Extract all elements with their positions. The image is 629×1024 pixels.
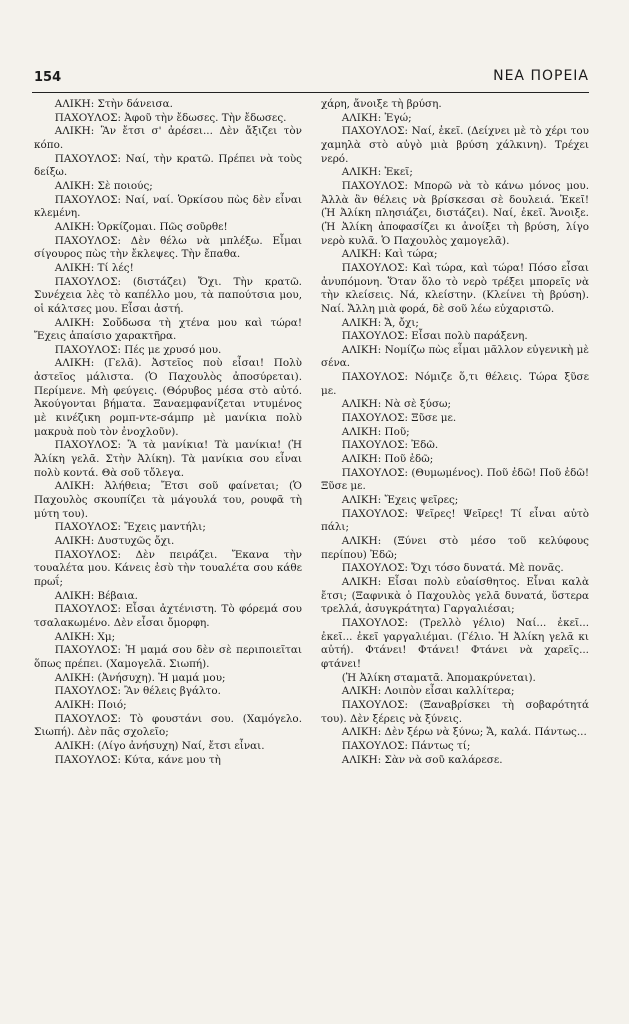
dialogue-paragraph: ΑΛΙΚΗ: Ποῦ; <box>341 425 410 438</box>
dialogue-paragraph: ΠΑΧΟΥΛΟΣ: (Τρελλὸ γέλιο) Ναί... ἐκεῖ... ἐκεῖ... ἐκεῖ γαργαλιέμαι. (Γέλιο. Ἡ Ἀλίκη γελᾶ κι αὐτή). Φτάνει! Φτάνει! Φτάνει νὰ χαρεῖς... φτάνει! <box>321 616 589 670</box>
dialogue-paragraph: ΠΑΧΟΥΛΟΣ: Ἐδῶ. <box>341 439 439 452</box>
dialogue-paragraph: ΑΛΙΚΗ: Ἀλήθεια; Ἔτσι σοῦ φαίνεται; (Ὁ Παχουλὸς σκουπίζει τὰ μάγουλά του, ρουφᾶ τὴ μύτη του). <box>34 480 302 520</box>
running-head: ΝΕΑ ΠΟΡΕΙΑ <box>493 68 589 84</box>
dialogue-paragraph: (Ἡ Ἀλίκη σταματᾶ. Ἀπομακρύνεται). <box>341 671 536 684</box>
dialogue-paragraph: ΑΛΙΚΗ: Σὰν νὰ σοῦ καλάρεσε. <box>341 753 503 766</box>
dialogue-paragraph: ΠΑΧΟΥΛΟΣ: (Θυμωμένος). Ποῦ ἐδῶ! Ποῦ ἐδῶ! Ξῦσε με. <box>321 466 589 493</box>
dialogue-paragraph: ΠΑΧΟΥΛΟΣ: Ναί, ναί. Ὁρκίσου πὼς δὲν εἶναι κλεμένη. <box>34 193 302 220</box>
dialogue-paragraph: ΠΑΧΟΥΛΟΣ: Ναί, τὴν κρατῶ. Πρέπει νὰ τοὺς δείξω. <box>34 152 302 179</box>
dialogue-paragraph: ΑΛΙΚΗ: Σὲ ποιούς; <box>54 179 153 192</box>
dialogue-paragraph: ΠΑΧΟΥΛΟΣ: Μπορῶ νὰ τὸ κάνω μόνος μου. Ἀλλὰ ἂν θέλεις νὰ βρίσκεσαι σὲ δουλειά. Ἐκεῖ! (Ἡ Ἀλίκη πλησιάζει, διστάζει). Ναί, ἐκεῖ. Ἄνοιξε. (Ἡ Ἀλίκη ἀποφασίζει κι ἀνοίξει τὴ βρύση, λίγο νερὸ κυλᾶ. Ὁ Παχουλὸς χαμογελᾶ). <box>321 179 589 247</box>
text-columns <box>34 98 589 998</box>
dialogue-paragraph: ΠΑΧΟΥΛΟΣ: (Ξαναβρίσκει τὴ σοβαρότητά του). Δὲν ξέρεις νὰ ξύνεις. <box>321 698 589 725</box>
dialogue-paragraph: ΑΛΙΚΗ: Ἂν ἔτσι σ' ἀρέσει... Δὲν ἄξιζει τὸν κόπο. <box>34 125 302 151</box>
dialogue-paragraph: ΑΛΙΚΗ: Ἄ, ὄχι; <box>341 316 419 329</box>
dialogue-paragraph: ΑΛΙΚΗ: Στὴν δάνεισα. <box>54 98 173 110</box>
dialogue-paragraph: ΑΛΙΚΗ: Εἶσαι πολὺ εὐαίσθητος. Εἶναι καλὰ ἔτσι; (Ξαφνικὰ ὁ Παχουλὸς γελᾶ δυνατά, ὕστερα τρελλά, ἀσυγκράτητα) Γαργαλιέσαι; <box>321 575 589 616</box>
dialogue-paragraph: ΠΑΧΟΥΛΟΣ: Ὄχι τόσο δυνατά. Μὲ πονᾶς. <box>341 562 564 575</box>
dialogue-paragraph: ΑΛΙΚΗ: Καὶ τώρα; <box>341 248 438 261</box>
dialogue-paragraph: ΑΛΙΚΗ: (Λίγο ἀνήσυχη) Ναί, ἔτσι εἶναι. <box>54 739 265 752</box>
dialogue-paragraph: ΑΛΙΚΗ: (Ἀνήσυχη). Ἡ μαμά μου; <box>54 671 226 684</box>
dialogue-paragraph: ΑΛΙΚΗ: Τί λές! <box>54 261 134 274</box>
dialogue-paragraph: ΑΛΙΚΗ: Βέβαια. <box>54 589 138 602</box>
dialogue-paragraph: ΠΑΧΟΥΛΟΣ: Καὶ τώρα, καὶ τώρα! Πόσο εἶσαι ἀνυπόμονη. Ὅταν ὅλο τὸ νερὸ τρέξει μπορεῖς νὰ τὴν κλείσεις. Νά, κλείστην. (Κλείνει τὴ βρύση). Ναί. Ἄλλη μιὰ φορά, δὲ σοῦ λέω εὐχαριστῶ. <box>321 261 589 315</box>
dialogue-paragraph: ΑΛΙΚΗ: Ὁρκίζομαι. Πῶς σοῦρθε! <box>54 220 228 233</box>
dialogue-paragraph: ΠΑΧΟΥΛΟΣ: Πές με χρυσό μου. <box>54 343 222 356</box>
dialogue-paragraph: ΑΛΙΚΗ: Δυστυχῶς ὄχι. <box>54 535 175 547</box>
dialogue-paragraph: ΠΑΧΟΥΛΟΣ: Ἂν θέλεις βγάλτο. <box>54 685 221 698</box>
dialogue-paragraph: ΠΑΧΟΥΛΟΣ: Κύτα, κάνε μου τὴ <box>54 753 221 766</box>
dialogue-paragraph: ΑΛΙΚΗ: (Ξύνει στὸ μέσο τοῦ κελύφους περίπου) Ἐδῶ; <box>321 535 589 561</box>
dialogue-paragraph: ΠΑΧΟΥΛΟΣ: Δὲν πειράζει. Ἔκανα τὴν τουαλέτα μου. Κάνεις ἐσὺ τὴν τουαλέτα σου κάθε πρωΐ; <box>34 548 302 588</box>
header-rule <box>32 92 589 93</box>
dialogue-paragraph: ΠΑΧΟΥΛΟΣ: Εἶσαι πολὺ παράξενη. <box>341 330 528 343</box>
page-number: 154 <box>34 70 62 85</box>
dialogue-paragraph: ΑΛΙΚΗ: Νομίζω πὼς εἶμαι μᾶλλον εὐγενικὴ μὲ σένα. <box>321 343 589 370</box>
dialogue-paragraph: ΑΛΙΚΗ: Ἔχεις ψεῖρες; <box>341 494 459 507</box>
dialogue-paragraph: ΠΑΧΟΥΛΟΣ: Τὸ φουστάνι σου. (Χαμόγελο. Σιωπή). Δὲν πᾶς σχολεῖο; <box>34 712 302 739</box>
dialogue-paragraph: ΠΑΧΟΥΛΟΣ: Νόμιζε ὅ,τι θέλεις. Τώρα ξῦσε με. <box>321 371 589 397</box>
dialogue-paragraph: ΠΑΧΟΥΛΟΣ: Ξῦσε με. <box>341 412 457 425</box>
dialogue-paragraph: ΠΑΧΟΥΛΟΣ: Ἂ τὰ μανίκια! Τὰ μανίκια! (Ἡ Ἀλίκη γελᾶ. Στὴν Ἀλίκη). Τὰ μανίκια σου εἶναι πολὺ κοντά. Θὰ σοῦ τὄλεγα. <box>34 439 302 479</box>
dialogue-paragraph: ΑΛΙΚΗ: Ἐγώ; <box>341 111 412 124</box>
dialogue-paragraph: ΑΛΙΚΗ: Ποῦ ἐδῶ; <box>341 453 434 466</box>
dialogue-paragraph: ΠΑΧΟΥΛΟΣ: Ἡ μαμά σου δὲν σὲ περιποιεῖται ὅπως πρέπει. (Χαμογελᾶ. Σιωπή). <box>34 644 302 670</box>
dialogue-paragraph: ΑΛΙΚΗ: Σοὔδωσα τὴ χτένα μου καὶ τώρα! Ἔχεις ἀπαίσιο χαρακτῆρα. <box>34 316 302 343</box>
dialogue-paragraph: ΑΛΙΚΗ: Χμ; <box>54 630 116 643</box>
dialogue-paragraph: ΑΛΙΚΗ: (Γελᾶ). Ἀστεῖος ποὺ εἶσαι! Πολὺ ἀστεῖος μάλιστα. (Ὁ Παχουλὸς ἀποσύρεται). Περίμενε. Μὴ φεύγεις. (Θόρυβος μέσα στὸ αὐτό. Ἀκούγονται βήματα. Ξαναεμφανίζεται ντυμένος μὲ κινέζικη ρομπ-ντε-σάμπρ μὲ μανίκια πολὺ μακρυὰ ποὺ τὸν ἐνοχλοῦν). <box>34 357 302 438</box>
left-column <box>34 98 302 998</box>
dialogue-paragraph: ΠΑΧΟΥΛΟΣ: Ἔχεις μαντήλι; <box>54 521 206 534</box>
dialogue-paragraph: ΠΑΧΟΥΛΟΣ: Εἶσαι ἀχτένιστη. Τὸ φόρεμά σου τσαλακωμένο. Δὲν εἶσαι ὄμορφη. <box>34 603 302 629</box>
dialogue-paragraph: ΑΛΙΚΗ: Δὲν ξέρω νὰ ξύνω; Ἄ, καλά. Πάντως... <box>341 726 587 739</box>
dialogue-paragraph: ΠΑΧΟΥΛΟΣ: Πάντως τί; <box>341 739 471 752</box>
dialogue-paragraph: ΑΛΙΚΗ: Νὰ σὲ ξύσω; <box>341 398 452 411</box>
dialogue-paragraph: ΠΑΧΟΥΛΟΣ: Ἀφοῦ τὴν ἔδωσες. Τὴν ἔδωσες. <box>54 111 287 124</box>
dialogue-paragraph: ΑΛΙΚΗ: Ἐκεῖ; <box>341 166 413 179</box>
dialogue-paragraph: ΠΑΧΟΥΛΟΣ: Ψεῖρες! Ψεῖρες! Τί εἶναι αὐτὸ πάλι; <box>321 507 589 534</box>
dialogue-paragraph: ΑΛΙΚΗ: Λοιπὸν εἶσαι καλλίτερα; <box>341 685 515 698</box>
right-column <box>321 98 589 998</box>
dialogue-paragraph: ΑΛΙΚΗ: Ποιό; <box>54 698 127 711</box>
dialogue-paragraph: ΠΑΧΟΥΛΟΣ: Δὲν θέλω νὰ μπλέξω. Εἶμαι σίγουρος πὼς τὴν ἔκλεψες. Τὴν ἔπαθα. <box>34 234 302 261</box>
dialogue-paragraph: ΠΑΧΟΥΛΟΣ: Ναί, ἐκεῖ. (Δείχνει μὲ τὸ χέρι του χαμηλὰ στὸ αὐγὸ μιὰ βρύση χάλκινη). Τρέχει νερό. <box>321 125 589 165</box>
page-header <box>34 64 589 88</box>
dialogue-paragraph: χάρη, ἄνοιξε τὴ βρύση. <box>321 98 442 110</box>
dialogue-paragraph: ΠΑΧΟΥΛΟΣ: (διστάζει) Ὄχι. Τὴν κρατῶ. Συνέχεια λὲς τὸ καπέλλο μου, τὰ παπούτσια μου, οἱ κάλτσες μου. Εἶσαι ἀστή. <box>34 275 302 315</box>
